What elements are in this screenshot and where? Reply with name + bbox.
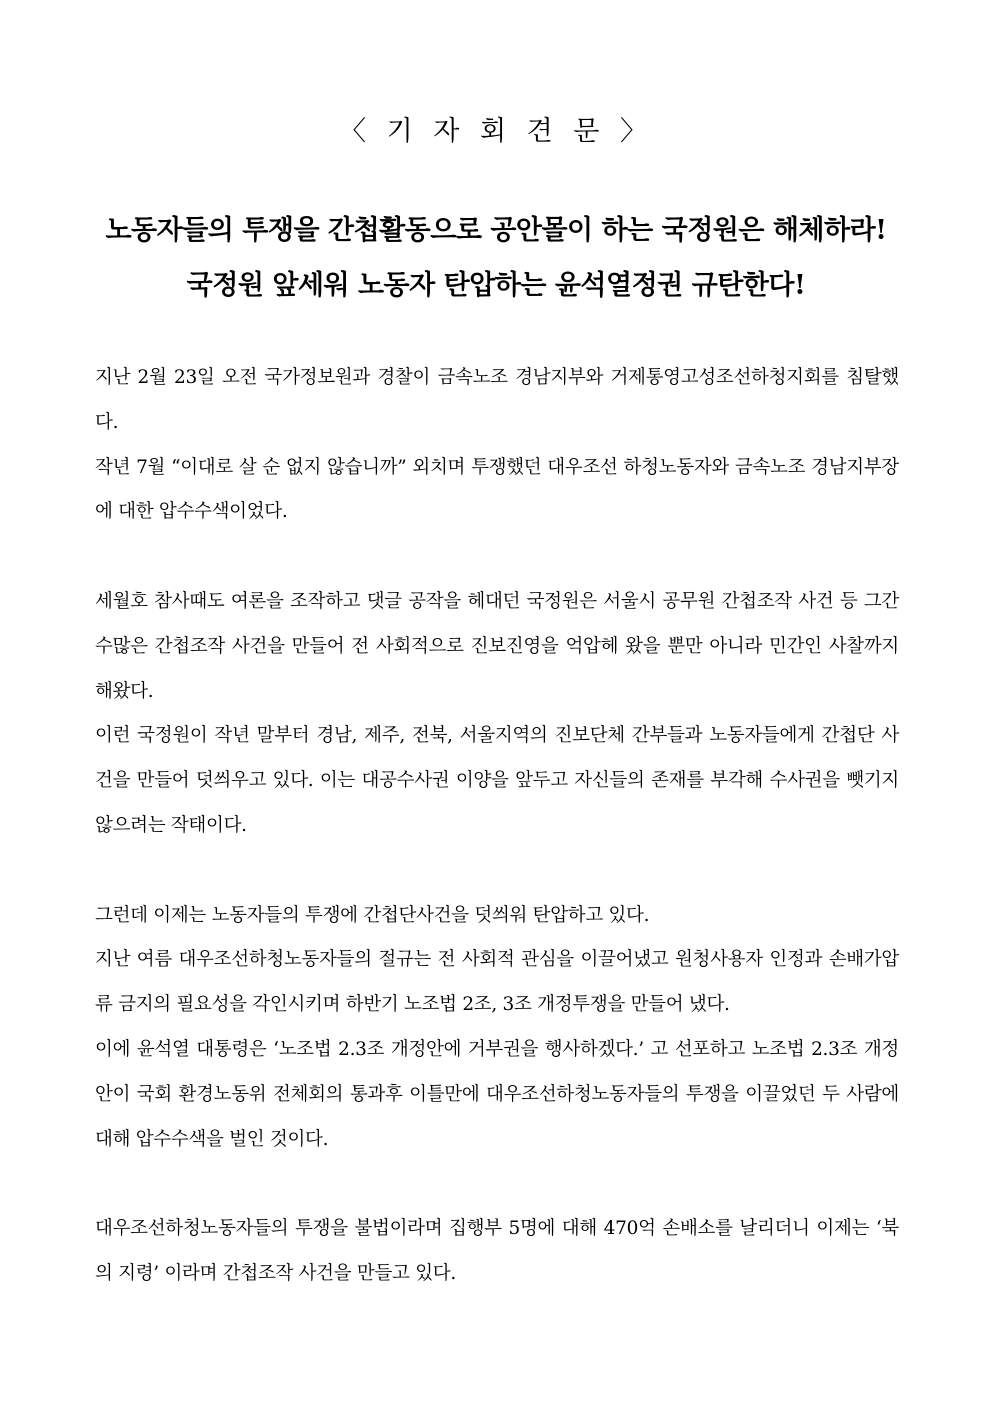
headline-primary: 노동자들의 투쟁을 간첩활동으로 공안몰이 하는 국정원은 해체하라! [105, 215, 887, 246]
body-paragraph: 이런 국정원이 작년 말부터 경남, 제주, 전북, 서울지역의 진보단체 간부들과 노동자들에게 간첩단 사건을 만들어 덧씌우고 있다. 이는 대공수사권 이양을 앞두고 자신들의 존재를 부각해 수사권을 뺏기지 않으려는 작태이다. [95, 725, 899, 836]
body-paragraph: 지난 여름 대우조선하청노동자들의 절규는 전 사회적 관심을 이끌어냈고 원청사용자 인정과 손배가압류 금지의 필요성을 각인시키며 하반기 노조법 2조, 3조 개정투쟁을 만들어 냈다. [95, 949, 899, 1016]
paragraph-group-2 [95, 580, 899, 849]
body-paragraph: 세월호 참사때도 여론을 조작하고 댓글 공작을 헤대던 국정원은 서울시 공무원 간첩조작 사건 등 그간 수많은 간첩조작 사건을 만들어 전 사회적으로 진보진영을 억압헤 왔을 뿐만 아니라 민간인 사찰까지 해왔다. [95, 590, 899, 702]
body-paragraph: 그런데 이제는 노동자들의 투쟁에 간첩단사건을 덧씌워 탄압하고 있다. [95, 904, 650, 926]
document-title: 〈 기 자 회 견 문 〉 [339, 116, 653, 147]
body-paragraph: 대우조선하청노동자들의 투쟁을 불법이라며 집행부 5명에 대해 470억 손배소를 날리더니 이제는 ‘북의 지령’ 이라며 간첩조작 사건을 만들고 있다. [95, 1218, 899, 1284]
body-paragraph: 작년 7월 “이대로 살 순 없지 않습니까” 외치며 투쟁했던 대우조선 하청노동자와 금속노조 경남지부장에 대한 압수수색이었다. [95, 456, 899, 523]
document-body [95, 356, 899, 1297]
headline-secondary: 국정원 앞세워 노동자 탄압하는 윤석열정권 규탄한다! [186, 270, 806, 301]
paragraph-spacer [95, 849, 899, 894]
paragraph-group-4 [95, 1207, 899, 1297]
body-paragraph: 이에 윤석열 대통령은 ‘노조법 2.3조 개정안에 거부권을 행사하겠다.’ 고 선포하고 노조법 2.3조 개정안이 국회 환경노동위 전체회의 통과후 이틀만에 대우조선하청노동자들의 투쟁을 이끌었던 두 사람에 대해 압수수색을 벌인 것이다. [95, 1038, 899, 1150]
body-paragraph: 지난 2월 23일 오전 국가정보원과 경찰이 금속노조 경남지부와 거제통영고성조선하청지회를 침탈했다. [95, 367, 899, 433]
paragraph-spacer [95, 1162, 899, 1207]
paragraph-group-3 [95, 894, 899, 1163]
paragraph-group-1 [95, 356, 899, 535]
paragraph-spacer [95, 535, 899, 580]
